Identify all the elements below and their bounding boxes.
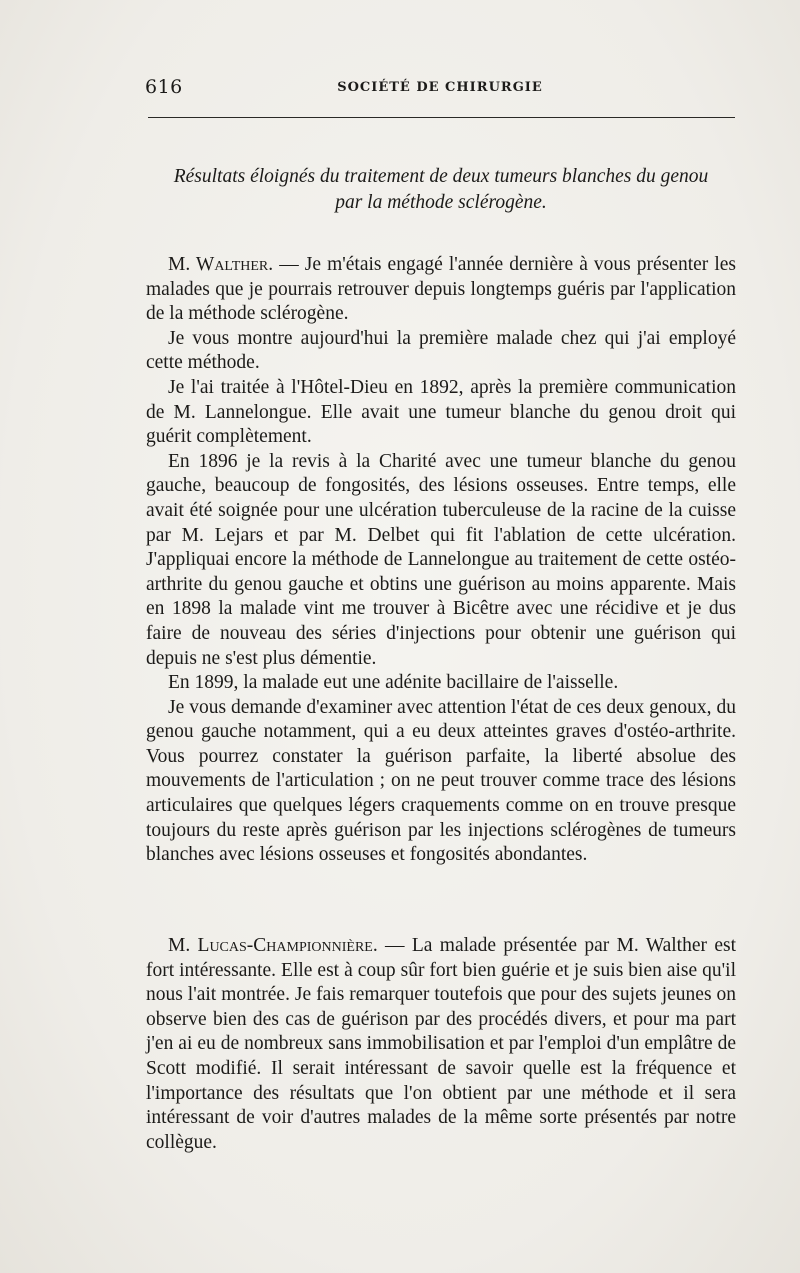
paragraph: Je vous montre aujourd'hui la première malade chez qui j'ai employé cette méthode. — [146, 327, 736, 374]
paragraph-text: — La malade présentée par M. Walther est fort intéressante. Elle est à coup sûr fort bien guérie et je suis bien aise qu'il nous l'ait montrée. Je fais remarquer toutefois que pour des sujets jeunes on observe bien des cas de guérison par des procédés divers, et pour ma part j'en ai eu de nombreux sans immobilisation et par l'emploi d'un emplâtre de Scott modifié. Il serait intéressant de savoir quelle est la fréquence et l'importance des résultats que l'on obtient par une méthode et il sera intéressant de voir d'autres malades de la même sorte présentés par notre collègue. — [146, 935, 736, 1153]
paragraph-text: — Je m'étais engagé l'année dernière à vous présenter les malades que je pourrais retrouver depuis longtemps guéris par l'application de la méthode sclérogène. — [146, 254, 736, 325]
page-number: 616 — [145, 76, 183, 98]
paragraph — [146, 934, 736, 1155]
intervention-walther — [146, 253, 736, 868]
paragraph: En 1899, la malade eut une adénite bacillaire de l'aisselle. — [168, 672, 619, 694]
article-title-line-2: par la méthode sclérogène. — [335, 192, 547, 213]
intervention-lucas-championniere — [146, 934, 736, 1155]
running-head — [145, 74, 735, 104]
article-title — [145, 164, 737, 216]
paragraph: Je l'ai traitée à l'Hôtel-Dieu en 1892, après la première communication de M. Lannelongue. Elle avait une tumeur blanche du genou droit qui guérit complètement. — [146, 376, 736, 448]
header-rule — [148, 117, 735, 118]
paragraph — [146, 253, 736, 327]
paragraph: En 1896 je la revis à la Charité avec une tumeur blanche du genou gauche, beaucoup de fongosités, des lésions osseuses. Entre temps, elle avait été soignée pour une ulcération tuberculeuse de la racine de la cuisse par M. Lejars et par M. Delbet qui fit l'ablation de cette ulcération. J'appliquai encore la méthode de Lannelongue au traitement de cette ostéo-arthrite du genou gauche et obtins une guérison au moins apparente. Mais en 1898 la malade vint me trouver à Bicêtre avec une récidive et je dus faire de nouveau des séries d'injections pour obtenir une guérison qui depuis ne s'est plus démentie. — [146, 450, 736, 669]
speaker-name: M. Walther. — [168, 254, 274, 275]
article-title-line-1: Résultats éloignés du traitement de deux tumeurs blanches du genou — [173, 166, 709, 187]
journal-title: SOCIÉTÉ DE CHIRURGIE — [337, 80, 543, 95]
paragraph: Je vous demande d'examiner avec attention l'état de ces deux genoux, du genou gauche notamment, qui a eu deux atteintes graves d'ostéo-arthrite. Vous pourrez constater la guérison parfaite, la liberté absolue des mouvements de l'articulation ; on ne peut trouver comme trace des lésions articulaires que quelques légers craquements comme on en trouve presque toujours du reste après guérison par les injections sclérogènes de tumeurs blanches avec lésions osseuses et fongosités abondantes. — [146, 696, 736, 866]
speaker-name: M. Lucas-Championnière. — [168, 935, 378, 956]
